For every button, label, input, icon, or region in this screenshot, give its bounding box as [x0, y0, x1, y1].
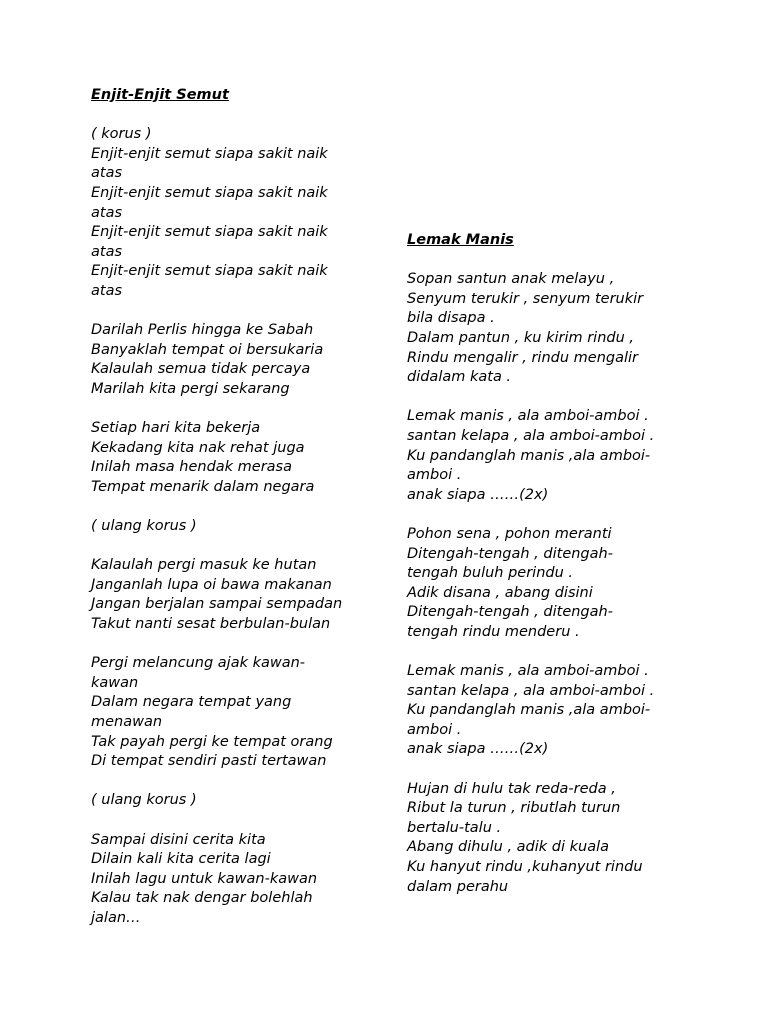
lyric-line: Dalam pantun , ku kirim rindu , — [407, 329, 635, 346]
stanza-break — [407, 760, 687, 780]
lyric-line: Marilah kita pergi sekarang — [91, 380, 290, 397]
lyric-line: menawan — [91, 714, 163, 730]
lyric-line: Banyaklah tempat oi bersukaria — [91, 341, 324, 358]
lyric-line: kawan — [91, 674, 139, 691]
lyric-line: Ditengah-tengah , ditengah- — [407, 604, 613, 621]
lyric-line: tengah rindu menderu . — [407, 623, 580, 640]
stanza-break — [407, 505, 687, 525]
left-song-lyrics — [91, 125, 371, 928]
lyric-line: Hujan di hulu tak reda-reda , — [407, 780, 616, 797]
lyric-line: atas — [91, 243, 123, 260]
title-spacer — [407, 251, 687, 271]
stanza-break — [91, 537, 371, 557]
right-song-lyrics — [407, 270, 687, 897]
lyric-line: Ditengah-tengah , ditengah- — [407, 545, 613, 562]
lyric-line: bila disapa . — [407, 310, 495, 327]
lyric-line: Enjit-enjit semut siapa sakit naik — [91, 145, 328, 162]
lyric-line: tengah buluh perindu . — [407, 565, 574, 582]
lyric-line: santan kelapa , ala amboi-amboi . — [407, 682, 655, 699]
lyric-line: ( korus ) — [91, 126, 152, 143]
lyric-line: Inilah lagu untuk kawan-kawan — [91, 870, 318, 887]
stanza-break — [91, 772, 371, 792]
left-song-title: Enjit-Enjit Semut — [91, 87, 229, 103]
lyric-line: Abang dihulu , adik di kuala — [407, 839, 610, 856]
lyric-line: Kekadang kita nak rehat juga — [91, 439, 305, 456]
lyric-line: Kalaulah semua tidak percaya — [91, 361, 311, 378]
lyric-line: anak siapa ……(2x) — [407, 741, 549, 758]
stanza-break — [407, 642, 687, 662]
lyric-line: Pergi melancung ajak kawan- — [91, 655, 306, 672]
lyric-line: ( ulang korus ) — [91, 792, 197, 809]
stanza-break — [91, 497, 371, 517]
lyric-line: didalam kata . — [407, 369, 512, 386]
lyric-line: Lemak manis , ala amboi-amboi . — [407, 663, 649, 680]
stanza-break — [407, 388, 687, 408]
lyric-line: Dalam negara tempat yang — [91, 694, 292, 711]
stanza-break — [91, 302, 371, 322]
lyric-line: Sampai disini cerita kita — [91, 831, 266, 848]
lyric-line: Ku pandanglah manis ,ala amboi- — [407, 447, 651, 464]
lyric-line: Enjit-enjit semut siapa sakit naik — [91, 184, 328, 201]
lyric-line: Darilah Perlis hingga ke Sabah — [91, 322, 314, 339]
lyric-line: Rindu mengalir , rindu mengalir — [407, 349, 638, 366]
lyric-line: Dilain kali kita cerita lagi — [91, 851, 271, 868]
lyric-line: Lemak manis , ala amboi-amboi . — [407, 408, 649, 425]
lyric-line: Enjit-enjit semut siapa sakit naik — [91, 263, 328, 280]
stanza-break — [91, 811, 371, 831]
title-spacer — [91, 106, 371, 126]
lyric-line: Ribut la turun , ributlah turun — [407, 800, 621, 817]
lyric-line: amboi . — [407, 467, 462, 484]
right-song-title: Lemak Manis — [407, 232, 514, 248]
lyric-line: jalan… — [91, 909, 141, 926]
lyric-line: Ku hanyut rindu ,kuhanyut rindu — [407, 859, 643, 875]
lyric-line: amboi . — [407, 721, 462, 738]
lyric-line: Sopan santun anak melayu , — [407, 271, 615, 288]
right-song-column — [407, 231, 687, 897]
lyric-line: bertalu-talu . — [407, 819, 502, 836]
lyric-line: anak siapa ……(2x) — [407, 486, 549, 503]
lyric-line: Di tempat sendiri pasti tertawan — [91, 753, 327, 770]
lyric-line: Enjit-enjit semut siapa sakit naik — [91, 224, 328, 241]
lyric-line: dalam perahu — [407, 878, 509, 895]
stanza-break — [91, 635, 371, 655]
lyric-line: Tempat menarik dalam negara — [91, 478, 315, 495]
lyric-line: atas — [91, 204, 123, 221]
lyric-line: Inilah masa hendak merasa — [91, 459, 292, 476]
lyric-line: Kalaulah pergi masuk ke hutan — [91, 557, 317, 574]
lyric-line: Jangan berjalan sampai sempadan — [91, 596, 343, 613]
lyric-line: atas — [91, 282, 123, 299]
lyric-line: Pohon sena , pohon meranti — [407, 525, 612, 542]
lyric-line: santan kelapa , ala amboi-amboi . — [407, 427, 655, 444]
lyric-line: Ku pandanglah manis ,ala amboi- — [407, 702, 651, 719]
lyric-line: Setiap hari kita bekerja — [91, 420, 261, 437]
lyric-line: Tak payah pergi ke tempat orang — [91, 733, 333, 750]
lyric-line: ( ulang korus ) — [91, 518, 197, 535]
lyric-line: Janganlah lupa oi bawa makanan — [91, 576, 332, 593]
lyric-line: Adik disana , abang disini — [407, 584, 593, 601]
lyric-line: Senyum terukir , senyum terukir — [407, 290, 644, 307]
lyric-line: Takut nanti sesat berbulan-bulan — [91, 616, 331, 633]
lyric-line: atas — [91, 165, 123, 182]
stanza-break — [91, 400, 371, 420]
lyric-line: Kalau tak nak dengar bolehlah — [91, 890, 313, 907]
left-song-column — [91, 86, 371, 929]
